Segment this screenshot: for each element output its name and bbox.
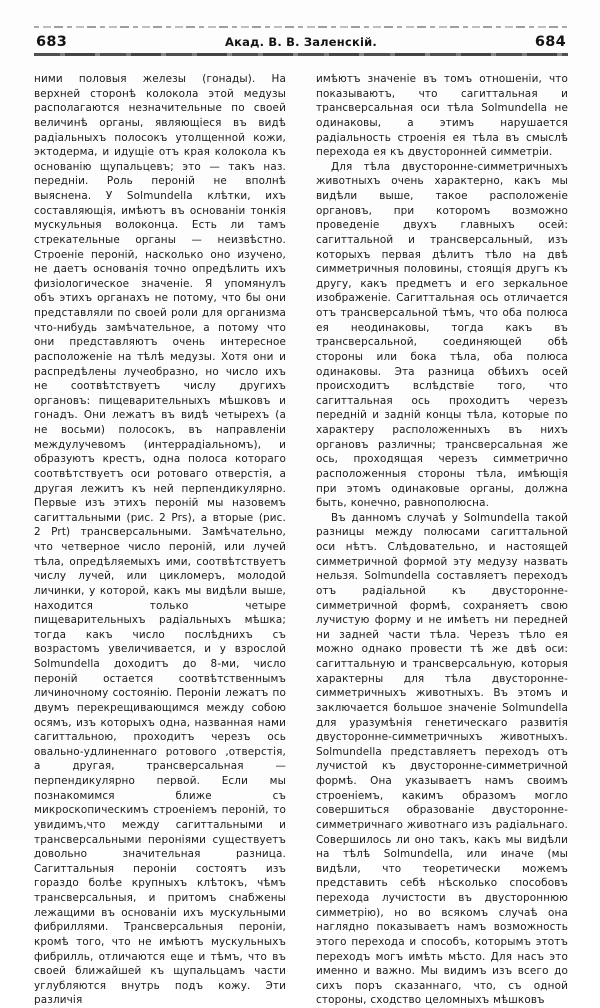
folio-left: 683 [36,34,68,50]
paragraph: Въ данномъ случаѣ у Solmundella такой разницы между полюсами сагиттальной оси нѣтъ. Слѣдовательно, и настоящей симметричной формой эту медузу назвать нельзя. Solmundella составляетъ переходъ отъ радіальной къ двусторонне-симметричной формѣ, сохраняетъ свою лучистую форму и не имѣетъ ни передней ни задней части тѣла. Черезъ тѣло ея можно однако провести тѣ же двѣ оси: сагиттальную и трансверсальную, которыя характерны для тѣла двусторонне-симметричныхъ животныхъ. Въ этомъ и заключается большое значеніе Solmundella для уразумѣнія генетическаго развитія двусторонне-симметричныхъ животныхъ. Solmundella представляетъ переходъ отъ лучистой къ двусторонне-симметричной формѣ. Она указываетъ намъ своимъ строеніемъ, какимъ образомъ могло совершиться образованіе двусторонне-симметричнаго животнаго изъ радіальнаго. Совершилось ли оно такъ, какъ мы видѣли на тѣлѣ Solmundella, или иначе (мы видѣли, что теоретически можемъ представить себѣ нѣсколько способовъ перехода лучистости въ двустороннюю симметрію), но во всякомъ случаѣ она наглядно показываетъ намъ возможность этого перехода и способъ, которымъ этотъ переходъ могъ имѣть мѣсто. Для насъ это именно и важно. Мы видимъ изъ всего до сихъ поръ сказаннаго, что, съ одной стороны, сходство целомныхъ мѣшковъ [316,511,568,1007]
column-right [316,72,568,1007]
paragraph: Для тѣла двусторонне-симметричныхъ животныхъ очень характерно, какъ мы видѣли выше, такое расположеніе органовъ, при которомъ возможно проведеніе двухъ главныхъ осей: сагиттальной и трансверсальный, изъ которыхъ первая дѣлитъ тѣло на двѣ симметричныя половины, стоящія другъ къ другу, какъ предметъ и его зеркальное изображеніе. Сагиттальная ось отличается отъ трансверсальной тѣмъ, что оба полюса ея неодинаковы, тогда какъ въ трансверсальной, соединяющей обѣ стороны или бока тѣла, оба полюса одинаковы. Эта разница обѣихъ осей происходитъ вслѣдствіе того, что сагиттальная ось проходитъ черезъ передній и задній концы тѣла, которые по характеру расположенныхъ въ нихъ органовъ различны; трансверсальная же ось, проходящая черезъ симметрично расположенныя стороны тѣла, имѣющія при этомъ одинаковые органы, должна быть, конечно, равнополюсна. [316,160,568,510]
running-head [34,26,568,56]
column-left [34,72,286,1007]
header-line [34,28,568,53]
paragraph: ними половыя железы (гонады). На верхней сторонѣ колокола этой медузы располагаются незначительные по своей величинѣ органы, являющіеся въ видѣ радіальныхъ полосокъ утолщенной кожи, эктодерма, и идущіе отъ края колокола къ основанію щупальцевъ; это — такъ наз. передніи. Роль пероній не вполнѣ выяснена. У Solmundella клѣтки, ихъ составляющія, имѣютъ въ основаніи тонкія мускульныя волоконца. Есть ли тамъ стрекательные органы — неизвѣстно. Строеніе пероній, насколько оно изучено, не даетъ основанія точно опредѣлить ихъ физіологическое значеніе. Я упомянулъ объ этихъ органахъ не потому, что бы они представляли по своей роли для организма что-нибудь замѣчательное, а потому что они представляютъ очень интересное расположеніе на тѣлѣ медузы. Хотя они и распредѣлены лучеобразно, но число ихъ не соотвѣтствуетъ числу другихъ органовъ: пищеварительныхъ мѣшковъ и гонадъ. Они лежатъ въ видѣ четырехъ (а не восьми) полосокъ, въ направленіи междулучевомъ (интеррадіальномъ), и образуютъ крестъ, одна полоса котораго соотвѣтствуетъ оси ротоваго отверстія, а другая лежитъ къ ней перпендикулярно. Первые изъ этихъ пероній мы назовемъ сагиттальными (рис. 2 Prs), а вторые (рис. 2 Prt) трансверсальными. Замѣчательно, что четверное число пероній, или лучей тѣла, опредѣляемыхъ ими, соотвѣтствуетъ числу лучей, или цикломеръ, молодой личинки, у которой, какъ мы видѣли выше, находится только четыре пищеварительныхъ радіальныхъ мѣшка; тогда какъ число послѣднихъ съ возрастомъ увеличивается, и у взрослой Solmundella доходитъ до 8-ми, число пероній остается соотвѣтственнымъ личиночному состоянію. Пероніи лежатъ по двумъ перекрещивающимся между собою осямъ, изъ которыхъ одна, названная нами сагиттальною, проходитъ черезъ ось овально-удлиненнаго ротового ,отверстія, а другая, трансверсальная — перпендикулярно первой. Если мы познакомимся ближе съ микроскопическимъ строеніемъ пероній, то увидимъ,что между сагиттальными и трансверсальными пероніями существуетъ довольно значительная разница. Сагиттальныя пероніи состоятъ изъ гораздо болѣе крупныхъ клѣтокъ, чѣмъ трансверсальныя, и притомъ снабжены лежащими въ основаніи ихъ мускульными фибриллями. Трансверсальныя пероніи, кромѣ того, что не имѣютъ мускульныхъ фибрилль, отличаются еще и тѣмъ, что въ своей ближайшей къ щупальцамъ части углубляются внутрь подъ кожу. Эти различія [34,73,286,1007]
folio-right: 684 [534,34,566,50]
text-body [34,72,568,1007]
header-rule-top [34,26,568,28]
paragraph: имѣютъ значеніе въ томъ отношеніи, что показываютъ, что сагиттальная и трансверсальная оси тѣла Solmundella не одинаковы, а этимъ нарушается радіальность строенія ея тѣла въ смыслѣ перехода ея къ двусторонней симметріи. [316,73,568,159]
header-rule-bottom [34,53,568,56]
running-title: Акад. В. В. Заленскій. [225,35,377,49]
